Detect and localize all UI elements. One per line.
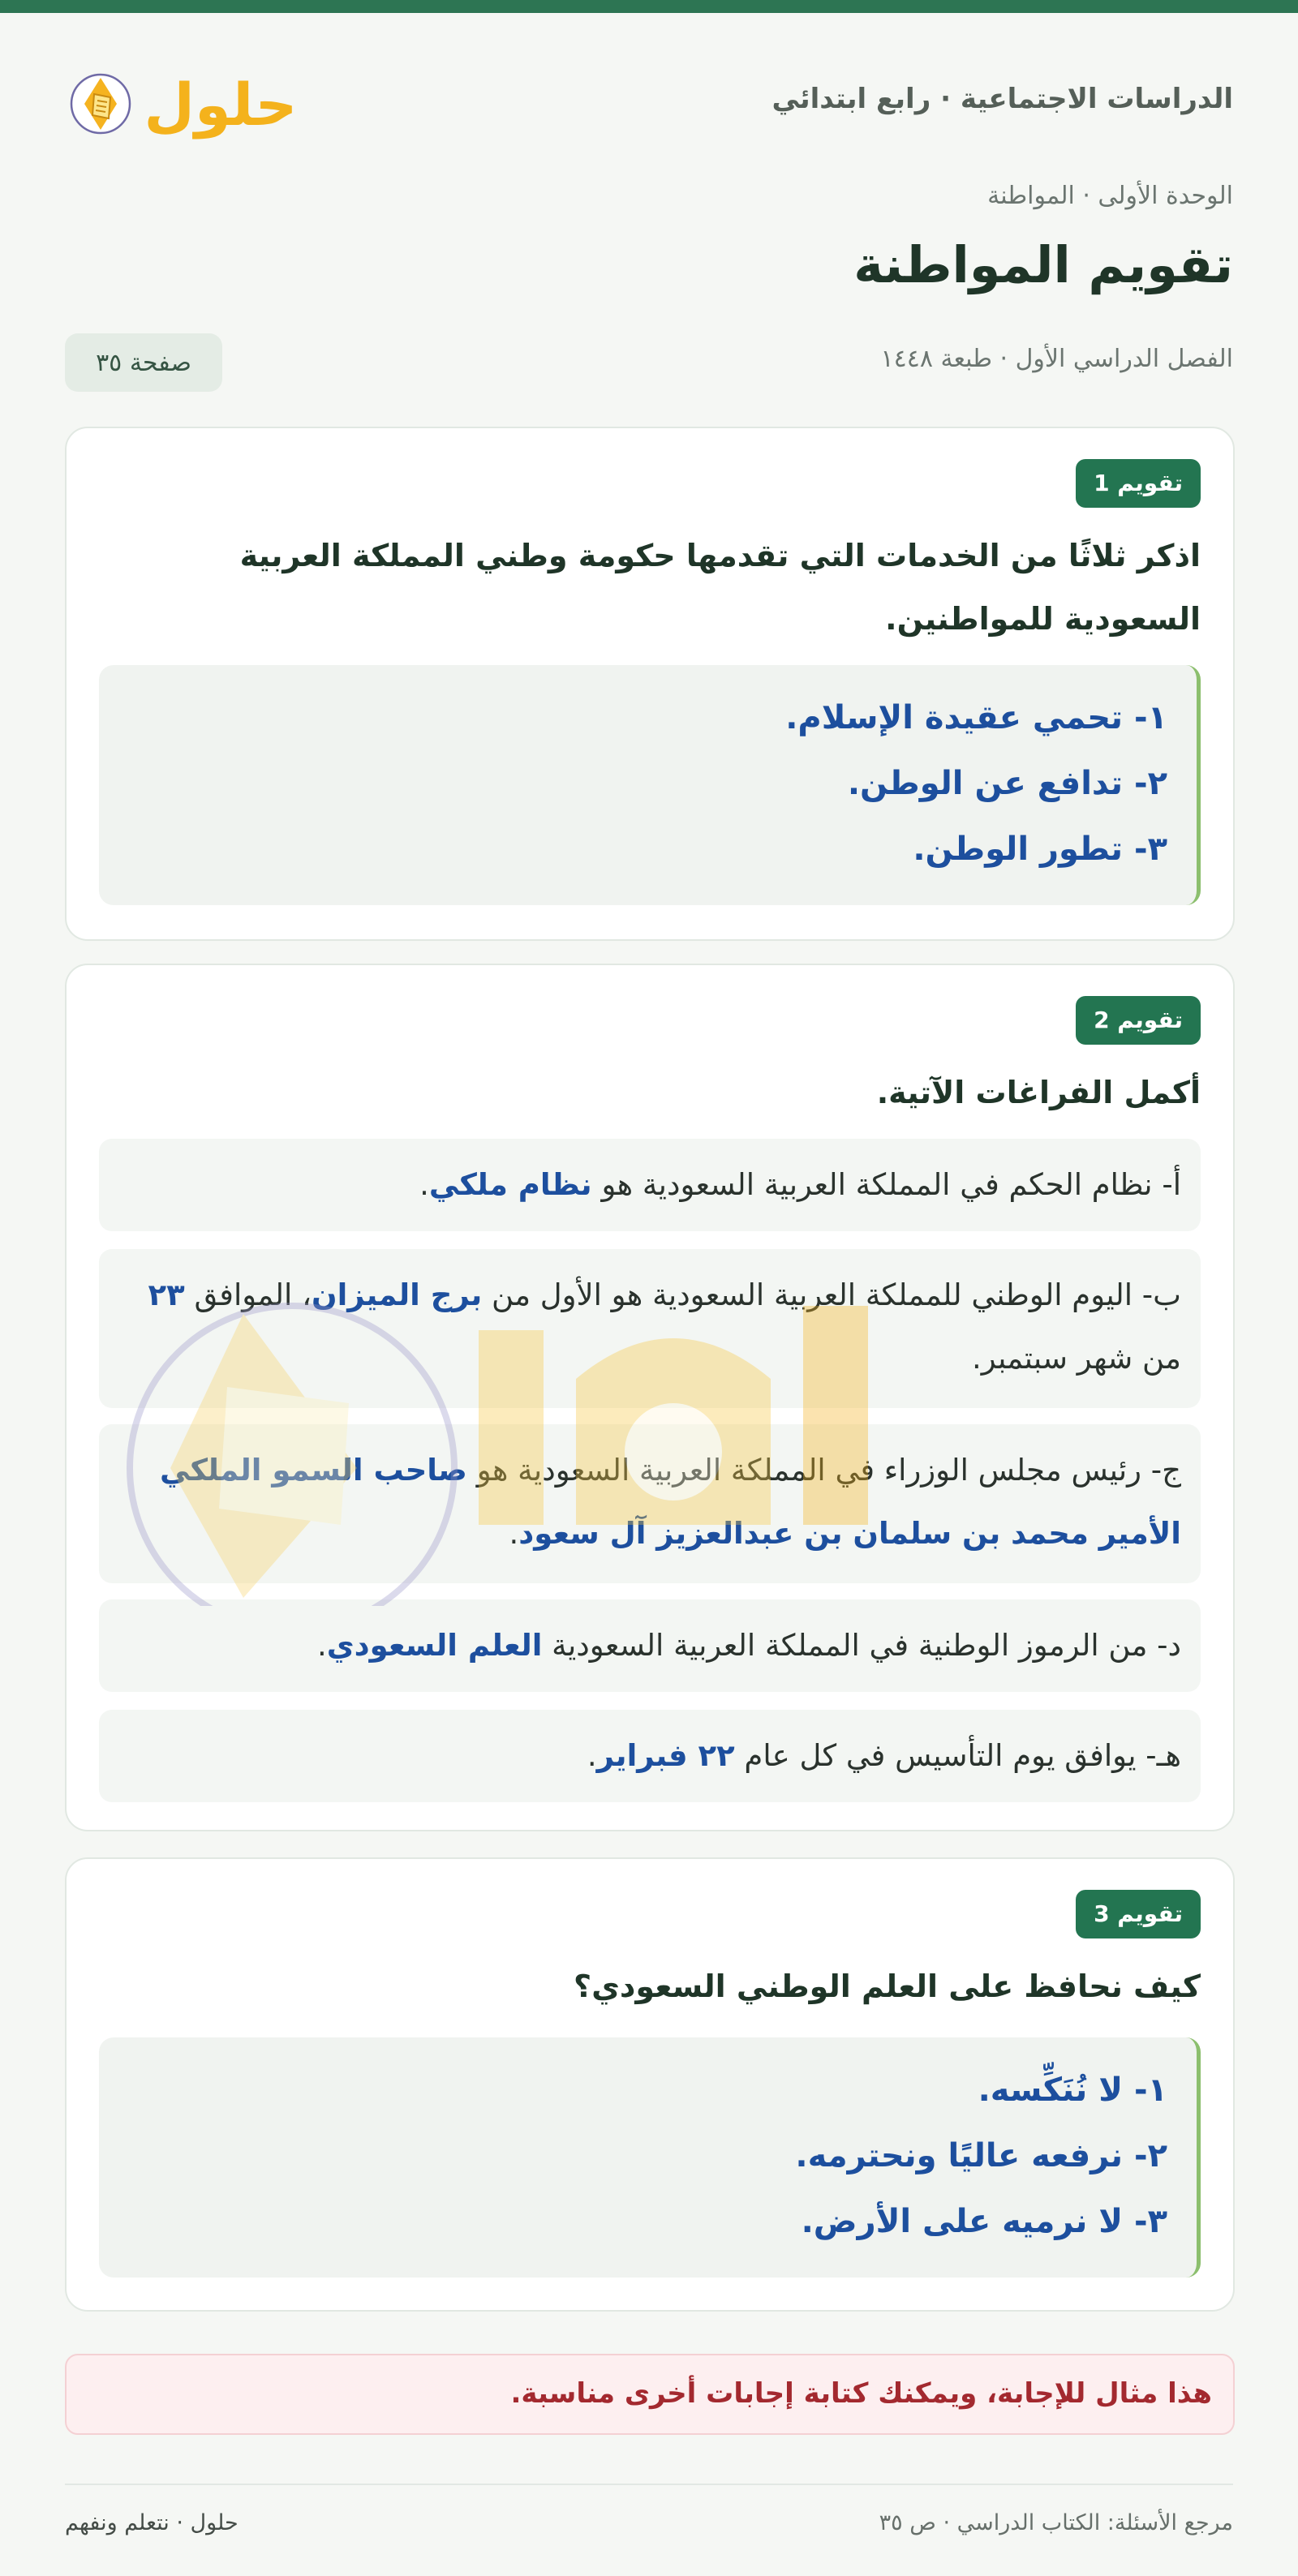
breadcrumb: الوحدة الأولى · المواطنة: [987, 182, 1233, 210]
fill-item-b: [99, 1249, 1201, 1408]
evaluation-card-3: [65, 1857, 1235, 2312]
fill-answer: ٢٢ فبراير: [596, 1738, 735, 1773]
question-line: أكمل الفراغات الآتية.: [876, 1075, 1201, 1110]
answer-box: [99, 665, 1201, 905]
question-line: السعودية للمواطنين.: [885, 601, 1201, 637]
answer-item: ٢- نرفعه عاليًا ونحترمه.: [795, 2137, 1167, 2175]
footer-divider: [65, 2484, 1233, 2485]
fill-answer: العلم السعودي: [326, 1628, 543, 1663]
fill-text: .: [509, 1516, 519, 1551]
hulul-logo[interactable]: [65, 57, 300, 146]
fill-answer: صاحب السمو الملكي الأمير محمد بن سلمان بن عبدالعزيز آل سعود: [160, 1453, 1181, 1551]
answer-item: ١- لا نُنَكِّسه.: [978, 2072, 1167, 2109]
footer-source: مرجع الأسئلة: الكتاب الدراسي · ص ٣٥: [879, 2510, 1233, 2535]
evaluation-tag: تقويم 3: [1076, 1890, 1201, 1938]
fill-item-e: [99, 1710, 1201, 1802]
top-accent-bar: [0, 0, 1298, 13]
example-note: [65, 2354, 1235, 2435]
question-line: اذكر ثلاثًا من الخدمات التي تقدمها حكومة وطني المملكة العربية: [239, 538, 1201, 573]
answer-item: ١- تحمي عقيدة الإسلام.: [785, 699, 1167, 736]
fill-text: أ- نظام الحكم في المملكة العربية السعودية هو: [591, 1167, 1181, 1202]
fill-item-a: [99, 1139, 1201, 1231]
answer-box: [99, 2037, 1201, 2278]
fill-text: هـ- يوافق يوم التأسيس في كل عام: [734, 1738, 1181, 1773]
fill-text: .: [587, 1738, 597, 1773]
page-title: تقويم المواطنة: [853, 235, 1233, 294]
fill-answer: نظام ملكي: [428, 1167, 592, 1202]
evaluation-tag: تقويم 2: [1076, 996, 1201, 1045]
evaluation-card-2: [65, 964, 1235, 1831]
fill-text: .: [316, 1628, 327, 1663]
page-number-badge: صفحة ٣٥: [65, 333, 222, 392]
answer-item: ٣- لا نرميه على الأرض.: [801, 2203, 1167, 2240]
page-header: [65, 57, 1233, 146]
fill-answer: برج الميزان: [312, 1277, 483, 1312]
logo-text: حلول: [144, 71, 298, 139]
answer-item: ٣- تطور الوطن.: [913, 831, 1167, 868]
footer-brand[interactable]: حلول · نتعلم ونفهم: [65, 2510, 239, 2535]
fill-text: .: [419, 1167, 429, 1202]
fill-item-d: [99, 1599, 1201, 1692]
fill-text: ب- اليوم الوطني للمملكة العربية السعودية هو الأول من: [482, 1277, 1181, 1312]
fill-text: ، الموافق: [184, 1277, 312, 1312]
fill-answer: ٢٣: [148, 1277, 185, 1312]
fill-text: من شهر سبتمبر.: [971, 1341, 1181, 1376]
note-text: هذا مثال للإجابة، ويمكنك كتابة إجابات أخرى مناسبة.: [510, 2377, 1212, 2410]
fill-item-c: [99, 1424, 1201, 1583]
answer-item: ٢- تدافع عن الوطن.: [847, 765, 1167, 802]
fill-text: ج- رئيس مجلس الوزراء في المملكة العربية السعودية هو: [466, 1453, 1181, 1488]
subject-title: الدراسات الاجتماعية · رابع ابتدائي: [771, 83, 1233, 115]
evaluation-card-1: [65, 427, 1235, 941]
question-line: كيف نحافظ على العلم الوطني السعودي؟: [574, 1968, 1201, 2004]
edition-meta: الفصل الدراسي الأول · طبعة ١٤٤٨: [880, 345, 1233, 373]
evaluation-tag: تقويم 1: [1076, 459, 1201, 508]
fill-text: د- من الرموز الوطنية في المملكة العربية السعودية: [542, 1628, 1181, 1663]
